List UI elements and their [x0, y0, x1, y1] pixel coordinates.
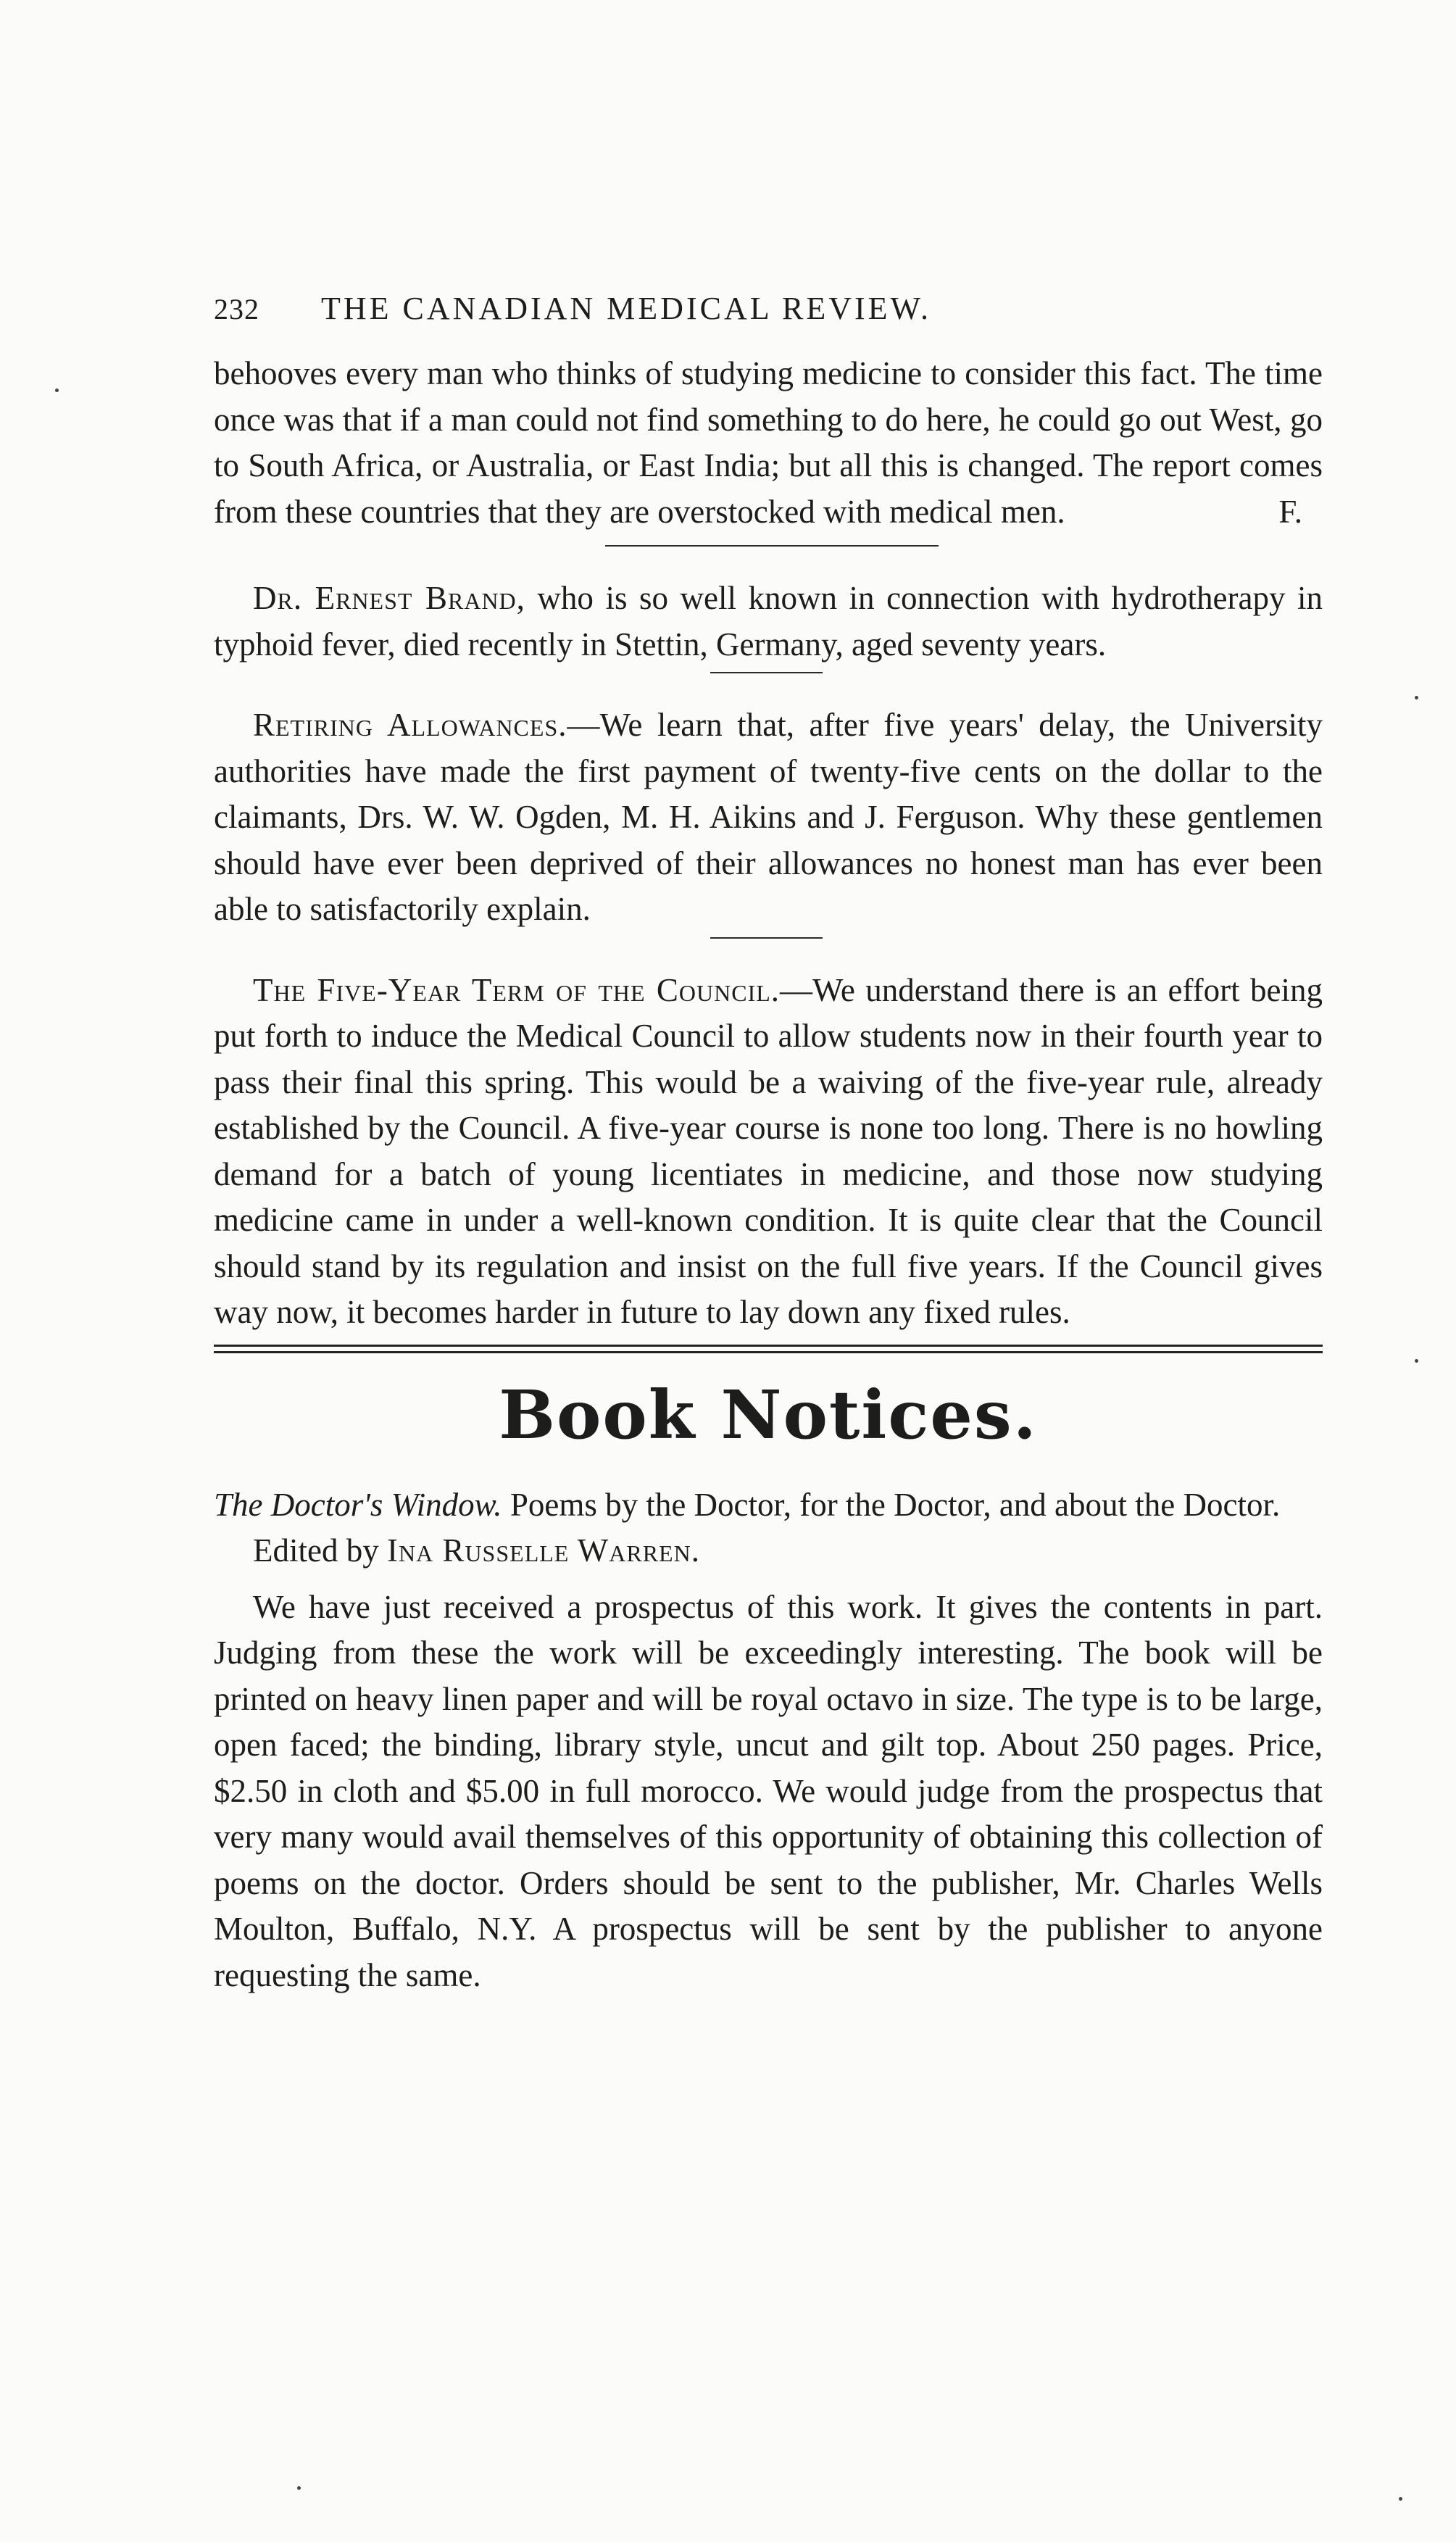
continuation-paragraph [214, 351, 1323, 535]
section-double-rule [214, 1345, 1323, 1353]
page-body [214, 290, 1323, 1998]
five-year-paragraph [214, 968, 1323, 1336]
brand-text: who is so well known in connection with hydrotherapy in typhoid fever, died recently in Stettin, Germany, aged seventy years. [214, 580, 1323, 663]
scan-speck [297, 2486, 301, 2490]
scan-speck [1415, 696, 1418, 699]
page-header [214, 290, 1323, 336]
book-review-paragraph: We have just received a prospectus of this work. It gives the contents in part. Judging from these the work will be exceedingly interesting. The book will be printed on heavy linen paper and will be royal octavo in size. The type is to be large, open faced; the binding, library style, uncut and gilt top. About 250 pages. Price, $2.50 in cloth and $5.00 in full morocco. We would judge from the prospectus that very many would avail themselves of this opportunity of obtaining this collection of poems on the doctor. Orders should be sent to the publisher, Mr. Charles Wells Moulton, Buffalo, N.Y. A prospectus will be sent by the publisher to anyone requesting the same. [214, 1588, 1323, 1993]
scan-speck [1415, 1359, 1418, 1363]
continuation-text: behooves every man who thinks of studying medicine to consider this fact. The time once was that if a man could not find something to do here, he could go out West, go to South Africa, or Australia, or East India; but all this is changed. The report comes from these countries that they are overstocked with medical men. [214, 355, 1323, 530]
divider-rule [710, 937, 823, 939]
scan-speck [55, 389, 59, 392]
five-year-text: —We understand there is an effort being put forth to induce the Medical Council to allow students now in their fourth year to pass their final this spring. This would be a waiving of the five-year rule, already established by the Council. A five-year course is none too long. There is no howling demand for a batch of young licentiates in medicine, and those now studying medicine came in under a well-known condition. It is quite clear that the Council should stand by its regulation and insist on the full five years. If the Council gives way now, it becomes harder in future to lay down any fixed rules. [214, 971, 1323, 1330]
brand-paragraph [214, 576, 1323, 668]
signature: F. [1278, 493, 1302, 530]
rule-line [214, 1345, 1323, 1347]
book-editor: Ina Russelle Warren. [386, 1532, 700, 1569]
brand-name: Dr. Ernest Brand, [253, 580, 525, 616]
retiring-text: —We learn that, after five years' delay, the University authorities have made the first payment of twenty-five cents on the dollar to the claimants, Drs. W. W. Ogden, M. H. Aikins and J. Ferguson. Why these gentlemen should have ever been deprived of their allowances no honest man has ever been able to satisfactorily explain. [214, 707, 1323, 927]
book-notices-title: Book Notices. [499, 1375, 1038, 1454]
divider-rule [605, 545, 939, 547]
book-title: The Doctor's Window. [214, 1486, 502, 1523]
running-head: THE CANADIAN MEDICAL REVIEW. [321, 291, 931, 326]
book-description: Poems by the Doctor, for the Doctor, and about the Doctor. Edited by [253, 1486, 1281, 1569]
divider-rule [710, 672, 823, 673]
scan-speck [1399, 2497, 1402, 2501]
book-notice-heading [214, 1482, 1323, 1574]
page-number: 232 [214, 293, 259, 325]
retiring-lead: Retiring Allowances. [253, 707, 567, 743]
retiring-paragraph [214, 702, 1323, 933]
rule-line [214, 1351, 1323, 1353]
five-year-lead: The Five-Year Term of the Council. [253, 971, 781, 1008]
